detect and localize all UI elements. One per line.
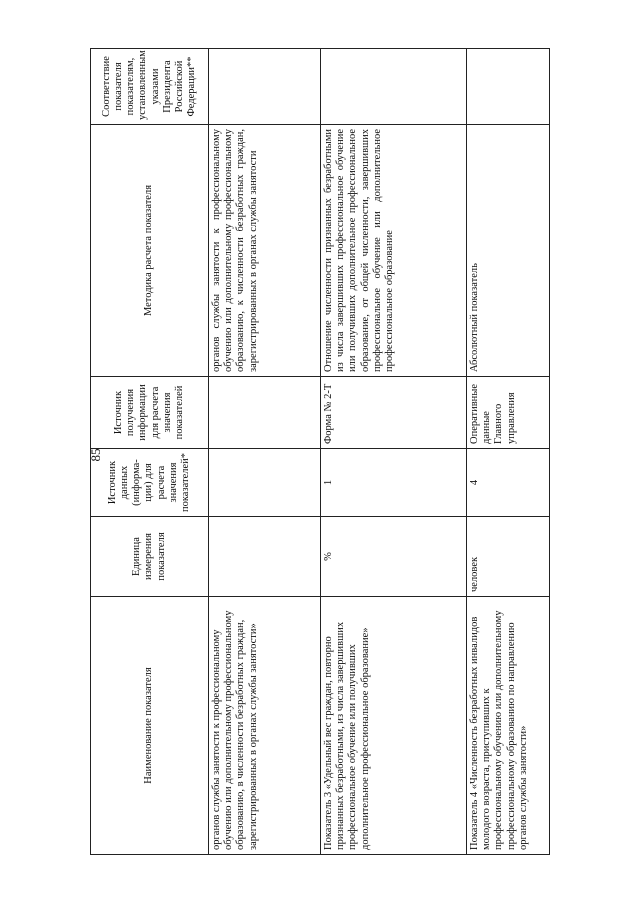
cell-calc-method: Абсолютный показатель xyxy=(467,125,550,377)
cell-source-info xyxy=(209,377,321,449)
cell-unit: % xyxy=(321,517,467,597)
cell-compliance xyxy=(321,49,467,125)
table-row xyxy=(321,49,467,855)
indicators-table xyxy=(90,48,550,855)
cell-source-data: 4 xyxy=(467,449,550,517)
cell-indicator-name: органов службы занятости к профессиональному обучению или дополнительному профессиональному образованию, в численности безработных граждан, зарегистрированных в органах службы занятости» xyxy=(209,597,321,855)
cell-compliance xyxy=(467,49,550,125)
cell-indicator-name: Показатель 4 «Численность безработных инвалидов молодого возраста, приступивших к профессиональному обучению или дополнительному профессиональному образованию по направлению органов службы занятости» xyxy=(467,597,550,855)
rotated-table-container xyxy=(90,49,550,855)
cell-indicator-name: Показатель 3 «Удельный вес граждан, повторно признанных безработными, из числа завершивших профессиональное обучение или получивших дополнительное профессиональное образование» xyxy=(321,597,467,855)
table-row xyxy=(209,49,321,855)
header-source-info: Источник получения информации для расчета значения показателей xyxy=(91,377,209,449)
header-calc-method: Методика расчета показателя xyxy=(91,125,209,377)
cell-unit: человек xyxy=(467,517,550,597)
cell-source-data: 1 xyxy=(321,449,467,517)
table-header-row xyxy=(91,49,209,855)
header-unit: Единица измерения показателя xyxy=(91,517,209,597)
header-indicator-name: Наименование показателя xyxy=(91,597,209,855)
cell-calc-method: Отношение численности признанных безработными из числа завершивших профессиональное обучение или получивших дополнительное профессиональное образование, от общей численности, завершивших профессиональное обучение или дополнительное профессиональное образование xyxy=(321,125,467,377)
table-row xyxy=(467,49,550,855)
cell-compliance xyxy=(209,49,321,125)
header-source-data: Источник данных (информа-ции) для расчета значения показателей* xyxy=(91,449,209,517)
cell-unit xyxy=(209,517,321,597)
page-number: 85 xyxy=(88,448,103,462)
cell-source-data xyxy=(209,449,321,517)
header-presidential-compliance: Соответствие показателя показателям, установленным указами Президента Российской Федерации** xyxy=(91,49,209,125)
cell-calc-method: органов службы занятости к профессиональному обучению или дополнительному профессиональному образованию, к численности безработных граждан, зарегистрированных в органах службы занятости xyxy=(209,125,321,377)
cell-source-info: Оперативные данные Главного управления xyxy=(467,377,550,449)
cell-source-info: Форма № 2-Т xyxy=(321,377,467,449)
